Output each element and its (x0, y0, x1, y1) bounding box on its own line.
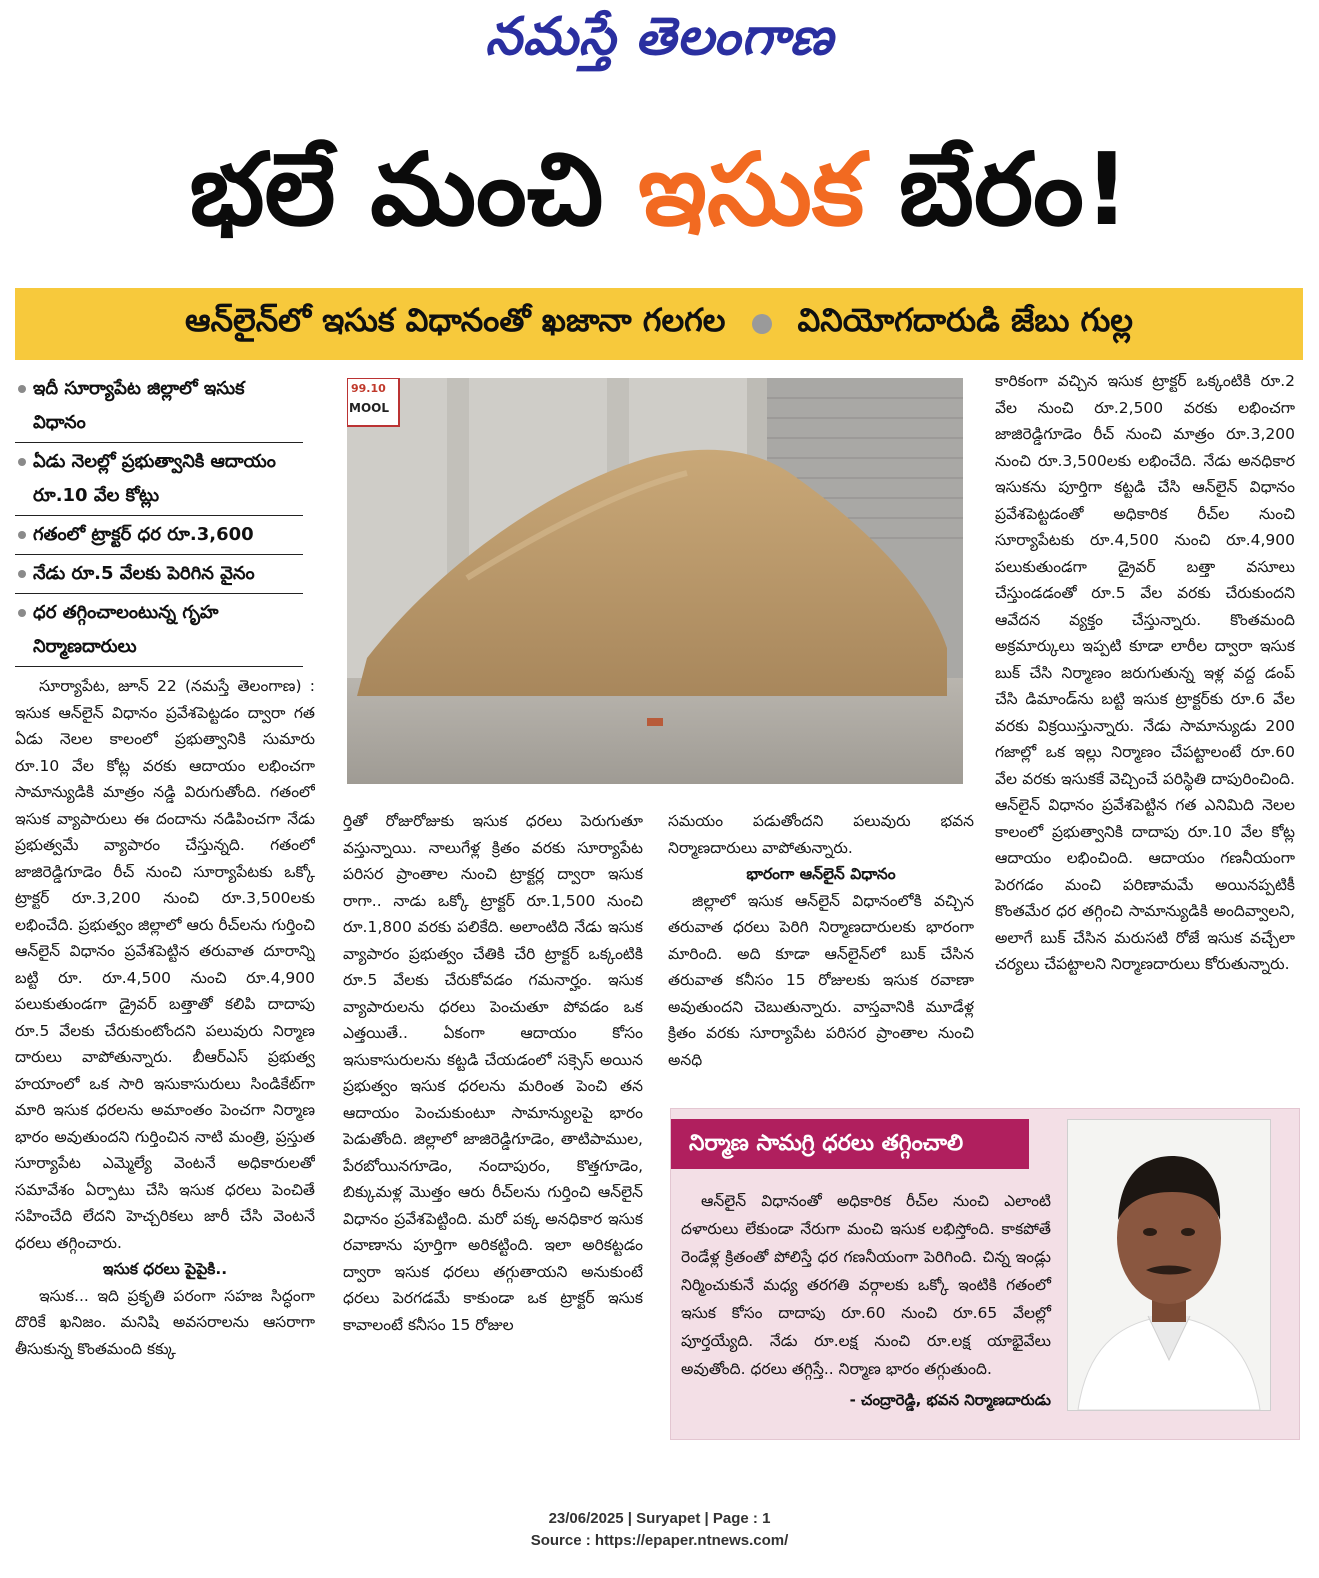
person-portrait-photo (1067, 1119, 1271, 1411)
article-column-3 (668, 808, 974, 1086)
bullet-dot-icon (752, 314, 772, 334)
photo-sign-text: MOOL (349, 401, 389, 415)
subheadline-band (15, 288, 1303, 360)
subheadline-left: ఆన్‌లైన్‌లో ఇసుక విధానంతో ఖజానా గలగల (185, 301, 726, 339)
article-paragraph: కారికంగా వచ్చిన ఇసుక ట్రాక్టర్ ఒక్కంటికి రూ.2 వేల నుంచి రూ.2,500 వరకు లభించగా జాజిరెడ్డిగూడెం రీచ్ నుంచి మాత్రం రూ.3,200 నుంచి రూ.3,500లకు లభించేది. నేడు అనధికార ఇసుకను పూర్తిగా కట్టడి చేసి ఆన్‌లైన్ విధానం ప్రవేశపెట్టడంతో అధికారిక రీచ్‌ల నుంచి సూర్యాపేటకు రూ.4,500 నుంచి రూ.4,900 పలుకుతుండగా డ్రైవర్ బత్తా వసూలు చేస్తుండడంతో రూ.5 వేల వరకు చేరుకుందని ఆవేదన వ్యక్తం చేస్తున్నారు. కొంతమంది అక్రమార్కులు ఇప్పటి కూడా లారీల ద్వారా ఇసుక బుక్ చేసి నిర్మాణం జరుగుతున్న ఇళ్ల వద్ద డంప్ చేసి డిమాండ్‌ను బట్టి ఇసుక ట్రాక్టర్‌కు రూ.6 వేల వరకు విక్రయిస్తున్నారు. నేడు సామాన్యుడు 200 గజాల్లో ఒక ఇల్లు నిర్మాణం చేపట్టాలంటే రూ.60 వేల వరకు ఇసుకకే వెచ్చించే పరిస్థితి దాపురించింది. ఆన్‌లైన్ విధానం ప్రవేశపెట్టిన గత ఎనిమిది నెలల కాలంలో ప్రభుత్వానికి దాదాపు రూ.10 వేల కోట్ల ఆదాయం లభించింది. ఆదాయం గణనీయంగా పెరగడం మంచి పరిణామమే అయినప్పటికీ కొంతమేర ధర తగ్గించి సామాన్యుడికి అందివ్వాలని, అలాగే బుక్ చేసిన మరుసటి రోజే ఇసుక వచ్చేలా చర్యలు చేపట్టాలని నిర్మాణదారులు కోరుతున్నారు. (995, 372, 1295, 973)
footer-source-link[interactable]: Source : https://epaper.ntnews.com/ (530, 1532, 789, 1549)
article-subhead: భారంగా ఆన్‌లైన్ విధానం (746, 865, 896, 883)
highlight-item: ధర తగ్గించాలంటున్న గృహ నిర్మాణదారులు (15, 594, 303, 667)
sidebox-body (681, 1187, 1051, 1383)
sidebox-attribution: - చంద్రారెడ్డి, భవన నిర్మాణదారుడు (849, 1391, 1051, 1409)
footer-edition-info: 23/06/2025 | Suryapet | Page : 1 (548, 1510, 771, 1527)
highlight-item: ఇదీ సూర్యాపేట జిల్లాలో ఇసుక విధానం (15, 370, 303, 443)
sidebox-paragraph: ఆన్‌లైన్ విధానంతో అధికారిక రీచ్‌ల నుంచి ఎలాంటి దళారులు లేకుండా నేరుగా మంచి ఇసుక లభిస్తోంది. కాకపోతే రెండేళ్ల క్రితంతో పోలిస్తే ధర గణనీయంగా పెరిగింది. చిన్న ఇండ్లు నిర్మించుకునే మధ్య తరగతి వర్గాలకు ఒక్కో ఇంటికి గతంలో ఇసుక కోసం దాదాపు రూ.60 నుంచి రూ.65 వేలల్లో పూర్తయ్యేది. నేడు రూ.లక్ష నుంచి రూ.లక్ష యాభైవేలు అవుతోంది. ధరలు తగ్గిస్తే.. నిర్మాణ భారం తగ్గుతుంది. (681, 1192, 1051, 1378)
highlight-item: ఏడు నెలల్లో ప్రభుత్వానికి ఆదాయం రూ.10 వేల కోట్లు (15, 443, 303, 516)
photo-sign-text: 99.10 (351, 382, 386, 395)
article-paragraph: సూర్యాపేట, జూన్ 22 (నమస్తే తెలంగాణ) : ఇసుక ఆన్‌లైన్ విధానం ప్రవేశపెట్టడం ద్వారా గత ఏడు నెలల కాలంలో ప్రభుత్వానికి సుమారు రూ.10 వేల కోట్ల వరకు ఆదాయం లభించగా సామాన్యుడికి మాత్రం నడ్డి విరుగుతోంది. గతంలో ఇసుక వ్యాపారులు ఈ దందాను నడిపించగా నేడు ప్రభుత్వమే వ్యాపారం చేస్తున్నది. గతంలో జాజిరెడ్డిగూడెం రీచ్ నుంచి సూర్యాపేటకు ఒక్కో ట్రాక్టర్ రూ.3,200 నుంచి రూ.3,500లకు లభించేది. ప్రభుత్వం జిల్లాలో ఆరు రీచ్‌లను గుర్తించి ఆన్‌లైన్ విధానం ప్రవేశపెట్టిన తరువాత దూరాన్ని బట్టి రూ. రూ.4,500 నుంచి రూ.4,900 పలుకుతుండగా డ్రైవర్ బత్తాతో కలిపి దాదాపు రూ.5 వేలకు చేరుకుంటోందని పలువురు నిర్మాణ దారులు వాపోతున్నారు. బీఆర్ఎస్ ప్రభుత్వ హయాంలో ఒక సారి ఇసుకాసురులు సిండికేట్‌గా మారి ఇసుక ధరలను అమాంతం పెంచగా నిర్మాణ భారం అవుతుందని గుర్తించిన నాటి మంత్రి, ప్రస్తుత సూర్యాపేట ఎమ్మెల్యే వెంటనే అధికారులతో సమావేశం ఏర్పాటు చేసి ఇసుక ధరలు పెంచితే సహించేది లేదని హెచ్చరికలు జారీ చేసి వెంటనే ధరలు తగ్గించారు. (15, 677, 315, 1252)
headline-part-2: బేరం! (864, 131, 1130, 248)
article-column-4 (995, 368, 1295, 1088)
article-paragraph: సమయం పడుతోందని పలువురు భవన నిర్మాణదారులు వాపోతున్నారు. (668, 812, 974, 857)
highlight-item: నేడు రూ.5 వేలకు పెరిగిన వైనం (15, 555, 303, 594)
article-paragraph: ఇసుక... ఇది ప్రకృతి పరంగా సహజ సిద్ధంగా దొరికే ఖనిజం. మనిషి అవసరాలను ఆసరాగా తీసుకున్న కొంతమంది కక్కు (15, 1286, 315, 1358)
main-headline (0, 120, 1319, 260)
article-paragraph: జిల్లాలో ఇసుక ఆన్‌లైన్ విధానంలోకి వచ్చిన తరువాత ధరలు పెరిగి నిర్మాణదారులకు భారంగా మారింది. అది కూడా ఆన్‌లైన్‌లో బుక్ చేసిన తరువాత కనీసం 15 రోజులకు ఇసుక రవాణా అవుతుందని చెబుతున్నారు. వాస్తవానికి మూడేళ్ల క్రితం వరకు సూర్యాపేట పరిసర ప్రాంతాల నుంచి అనధి (668, 891, 974, 1069)
subheadline-right: వినియోగదారుడి జేబు గుల్ల (797, 301, 1133, 339)
masthead-logo: నమస్తే తెలంగాణ (485, 6, 834, 67)
article-paragraph: ర్తితో రోజురోజుకు ఇసుక ధరలు పెరుగుతూ వస్తున్నాయి. నాలుగేళ్ల క్రితం వరకు సూర్యాపేట పరిసర ప్రాంతాల నుంచి ట్రాక్టర్ల ద్వారా ఇసుక రాగా.. నాడు ఒక్కో ట్రాక్టర్ రూ.1,500 నుంచి రూ.1,800 వరకు పలికేది. అలాంటిది నేడు ఇసుక వ్యాపారం ప్రభుత్వం చేతికి చేరి ట్రాక్టర్ ఒక్కంటికి రూ.5 వేలకు చేరుకోవడం గమనార్హం. ఇసుక వ్యాపారులను ధరలు పెంచుతూ పోవడం ఒక ఎత్తయితే.. ఏకంగా ఆదాయం కోసం ఇసుకాసురులను కట్టడి చేయడంలో సక్సెస్ అయిన ప్రభుత్వం ఇసుక ధరలను మరింత పెంచి తన ఆదాయం పెంచుకుంటూ సామాన్యులపై భారం పెడుతోంది. జిల్లాలో జాజిరెడ్డిగూడెం, తాటిపాముల, పేరబోయినగూడెం, నందాపురం, కొత్తగూడెం, బిక్కుమళ్ల మొత్తం ఆరు రీచ్‌లను గుర్తించి ఆన్‌లైన్ విధానం ప్రవేశపెట్టింది. మరో పక్క అనధికార ఇసుక రవాణాను పూర్తిగా అరికట్టింది. ఇలా అరికట్టడం ద్వారా ఇసుక ధరలు తగ్గుతాయని అనుకుంటే ధరలు పెరగడమే కాకుండా ఒక ట్రాక్టర్ ఇసుక కావాలంటే కనీసం 15 రోజుల (343, 812, 643, 1334)
sidebox-title: నిర్మాణ సామగ్రి ధరలు తగ్గించాలి (671, 1119, 1029, 1169)
article-column-1 (15, 673, 315, 1443)
article-column-2 (343, 808, 643, 1444)
quote-sidebox (670, 1108, 1300, 1440)
sand-pile-photo (347, 378, 963, 784)
highlights-list (15, 370, 303, 667)
headline-accent-word: ఇసుక (638, 131, 865, 248)
highlight-item: గతంలో ట్రాక్టర్ ధర రూ.3,600 (15, 516, 303, 555)
article-subhead: ఇసుక ధరలు పైపైకి.. (102, 1260, 228, 1278)
headline-part-1: భలే మంచి (189, 131, 639, 248)
